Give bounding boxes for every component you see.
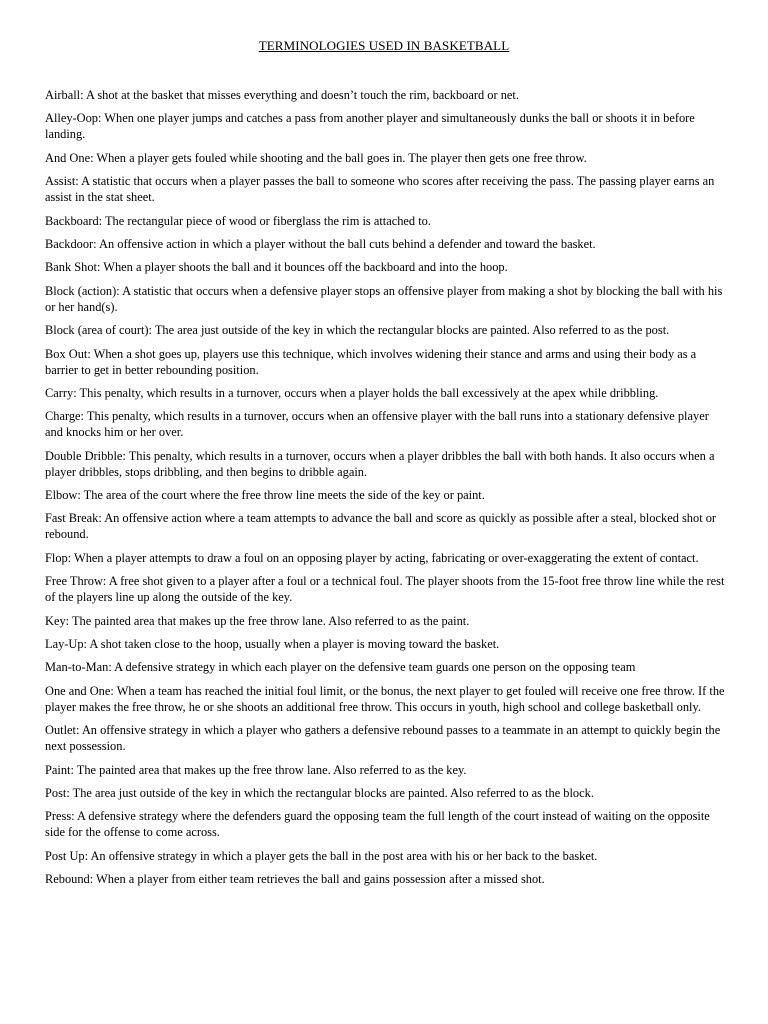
term-rebound: Rebound: When a player from either team retrieves the ball and gains possession after a missed shot. (45, 872, 545, 887)
term-carry: Carry: This penalty, which results in a turnover, occurs when a player holds the ball excessively at the apex while dribbling. (45, 385, 659, 400)
term-and-one: And One: When a player gets fouled while shooting and the ball goes in. The player then gets one free throw. (45, 150, 587, 165)
term-post: Post: The area just outside of the key in which the rectangular blocks are painted. Also referred to as the block. (45, 785, 594, 800)
term-airball: Airball: A shot at the basket that misses everything and doesn’t touch the rim, backboard or net. (45, 88, 519, 102)
term-charge: Charge: This penalty, which results in a turnover, occurs when an offensive player with the ball runs into a stationary defensive player and knocks him or her over. (45, 409, 709, 440)
term-fast-break: Fast Break: An offensive action where a team attempts to advance the ball and score as quickly as possible after a steal, blocked shot or rebound. (45, 511, 717, 542)
term-flop: Flop: When a player attempts to draw a foul on an opposing player by acting, fabricating or over-exaggerating the extent of contact. (45, 550, 699, 565)
term-lay-up: Lay-Up: A shot taken close to the hoop, usually when a player is moving toward the basket. (45, 637, 500, 652)
term-elbow: Elbow: The area of the court where the free throw line meets the side of the key or paint. (45, 488, 485, 503)
term-one-and-one: One and One: When a team has reached the initial foul limit, or the bonus, the next player to get fouled will receive one free throw. If the player makes the free throw, he or she shoots an additional free throw. This occurs in youth, high school and college basketball only. (45, 683, 725, 714)
term-double-dribble: Double Dribble: This penalty, which results in a turnover, occurs when a player dribbles the ball with both hands. It also occurs when a player dribbles, stops dribbling, and then begins to dribble again. (45, 448, 715, 479)
term-backdoor: Backdoor: An offensive action in which a player without the ball cuts behind a defender and toward the basket. (45, 236, 596, 251)
term-free-throw: Free Throw: A free shot given to a player after a foul or a technical foul. The player shoots from the 15-foot free throw line while the rest of the players line up along the outside of the key. (45, 574, 725, 605)
term-backboard: Backboard: The rectangular piece of wood or fiberglass the rim is attached to. (45, 213, 431, 228)
term-key: Key: The painted area that makes up the free throw lane. Also referred to as the paint. (45, 613, 470, 628)
term-box-out: Box Out: When a shot goes up, players use this technique, which involves widening their stance and arms and using their body as a barrier to get in better rebounding position. (45, 346, 697, 377)
term-alley-oop: Alley-Oop: When one player jumps and catches a pass from another player and simultaneously dunks the ball or shoots it in before landing. (45, 111, 695, 142)
term-assist: Assist: A statistic that occurs when a player passes the ball to someone who scores after receiving the pass. The passing player earns an assist in the stat sheet. (45, 174, 715, 205)
term-outlet: Outlet: An offensive strategy in which a player who gathers a defensive rebound passes to a teammate in an attempt to quickly begin the next possession. (45, 723, 721, 754)
term-list (45, 87, 725, 895)
term-press: Press: A defensive strategy where the defenders guard the opposing team the full length of the court instead of waiting on the opposite side for the offense to come across. (45, 809, 710, 840)
term-post-up: Post Up: An offensive strategy in which a player gets the ball in the post area with his or her back to the basket. (45, 848, 598, 863)
term-bank-shot: Bank Shot: When a player shoots the ball and it bounces off the backboard and into the hoop. (45, 260, 508, 275)
term-block-action: Block (action): A statistic that occurs when a defensive player stops an offensive player from making a shot by blocking the ball with his or her hand(s). (45, 283, 723, 314)
term-paint: Paint: The painted area that makes up the free throw lane. Also referred to as the key. (45, 762, 467, 777)
term-block-area: Block (area of court): The area just outside of the key in which the rectangular blocks are painted. Also referred to as the post. (45, 323, 670, 338)
page-title: TERMINOLOGIES USED IN BASKETBALL (258, 38, 510, 53)
term-man-to-man: Man-to-Man: A defensive strategy in which each player on the defensive team guards one person on the opposing team (45, 660, 636, 675)
